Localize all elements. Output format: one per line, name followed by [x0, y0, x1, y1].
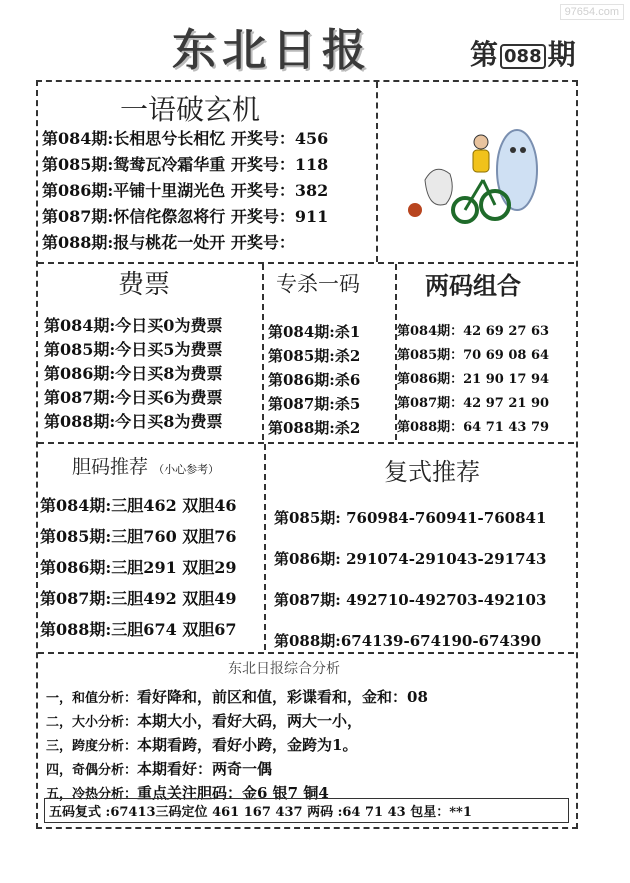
free-ticket-row: 第086期:今日买8为费票: [44, 364, 223, 383]
multi-row: 第088期:674139-674190-674390: [274, 632, 542, 650]
divider: [264, 444, 266, 650]
kill-one-row: 第084期:杀1: [268, 323, 361, 341]
free-ticket-row: 第087期:今日买6为费票: [44, 388, 223, 407]
kill-one-row: 第088期:杀2: [268, 419, 361, 437]
free-ticket-title: 费票: [118, 270, 171, 300]
riddle-title: 一语破玄机: [120, 93, 261, 126]
two-code-row: 第085期：70 69 08 64: [397, 348, 550, 363]
dan-code-row: 第087期:三胆492 双胆49: [40, 589, 237, 608]
analysis-list: [46, 686, 428, 806]
issue-suffix: 期: [547, 38, 576, 71]
analysis-footer-box: [44, 798, 569, 823]
free-ticket-row: 第084期:今日买0为费票: [44, 316, 223, 335]
analysis-text: 看好降和，前区和值，彩谍看和，金和：08: [137, 688, 428, 706]
dan-code-list: [40, 490, 237, 645]
dan-code-row: 第085期:三胆760 双胆76: [40, 527, 237, 546]
issue-number: 088: [500, 44, 546, 69]
multi-list: [274, 498, 546, 662]
riddle-row: 第084期:长相思兮长相忆 开奖号：456: [42, 129, 329, 148]
riddle-row: 第086期:平铺十里湖光色 开奖号：382: [42, 181, 329, 200]
dan-code-row: 第088期:三胆674 双胆67: [40, 620, 237, 639]
analysis-label: 二，大小分析：: [46, 715, 138, 730]
issue-prefix: 第: [470, 38, 499, 71]
dan-code-row: 第086期:三胆291 双胆29: [40, 558, 237, 577]
kill-one-title: 专杀一码: [276, 272, 360, 296]
two-code-row: 第084期：42 69 27 63: [397, 324, 550, 339]
analysis-text: 重点关注胆码：金6 银7 铜4: [137, 784, 329, 802]
multi-title: 复式推荐: [384, 458, 480, 486]
analysis-label: 四，奇偶分析：: [46, 763, 138, 778]
analysis-item: [46, 686, 428, 710]
two-code-row: 第088期：64 71 43 79: [397, 420, 550, 435]
analysis-footer: 五码复式 :67413三码定位 461 167 437 两码 :64 71 43 包星：**1: [49, 805, 472, 820]
free-ticket-row: 第088期:今日买8为费票: [44, 412, 223, 431]
riddle-row: 第085期:鸳鸯瓦冷霜华重 开奖号：118: [42, 155, 329, 174]
site-watermark: 97654.com: [560, 4, 624, 20]
multi-row: 第087期: 492710-492703-492103: [274, 591, 547, 609]
multi-row: 第086期: 291074-291043-291743: [274, 550, 547, 568]
two-code-list: [397, 320, 549, 440]
analysis-text: 本期看好：两奇一偶: [137, 760, 273, 778]
free-ticket-row: 第085期:今日买5为费票: [44, 340, 223, 359]
riddle-row: 第088期:报与桃花一处开 开奖号：: [42, 233, 295, 252]
divider: [262, 264, 264, 440]
analysis-label: 一，和值分析：: [46, 691, 138, 706]
analysis-text: 本期大小，看好大码，两大一小，: [137, 712, 363, 730]
analysis-item: [46, 758, 428, 782]
divider: [376, 82, 378, 262]
page-title: 东北日报: [172, 25, 372, 76]
analysis-title: 东北日报综合分析: [228, 661, 340, 677]
two-code-row: 第087期：42 97 21 90: [397, 396, 550, 411]
two-code-title: 两码组合: [425, 271, 521, 300]
cyclist-illustration-icon: [405, 110, 565, 240]
dan-code-header: [72, 452, 219, 479]
analysis-label: 五，冷热分析：: [46, 787, 138, 802]
divider: [38, 442, 574, 444]
divider: [38, 652, 574, 654]
analysis-item: [46, 734, 428, 758]
riddle-list: [42, 126, 328, 256]
kill-one-row: 第085期:杀2: [268, 347, 361, 365]
free-ticket-list: [44, 314, 222, 434]
kill-one-row: 第086期:杀6: [268, 371, 361, 389]
multi-row: 第085期: 760984-760941-760841: [274, 509, 547, 527]
riddle-row: 第087期:怀信侘傺忽将行 开奖号：911: [42, 207, 329, 226]
analysis-item: [46, 710, 428, 734]
two-code-row: 第086期：21 90 17 94: [397, 372, 550, 387]
analysis-text: 本期看跨，看好小跨，金跨为1。: [137, 736, 358, 754]
dan-code-title: 胆码推荐: [72, 456, 149, 478]
issue-label: [470, 33, 576, 73]
kill-one-row: 第087期:杀5: [268, 395, 361, 413]
kill-one-list: [268, 320, 360, 440]
dan-code-row: 第084期:三胆462 双胆46: [40, 496, 237, 515]
analysis-label: 三，跨度分析：: [46, 739, 138, 754]
dan-code-note: （小心参考）: [153, 463, 220, 476]
